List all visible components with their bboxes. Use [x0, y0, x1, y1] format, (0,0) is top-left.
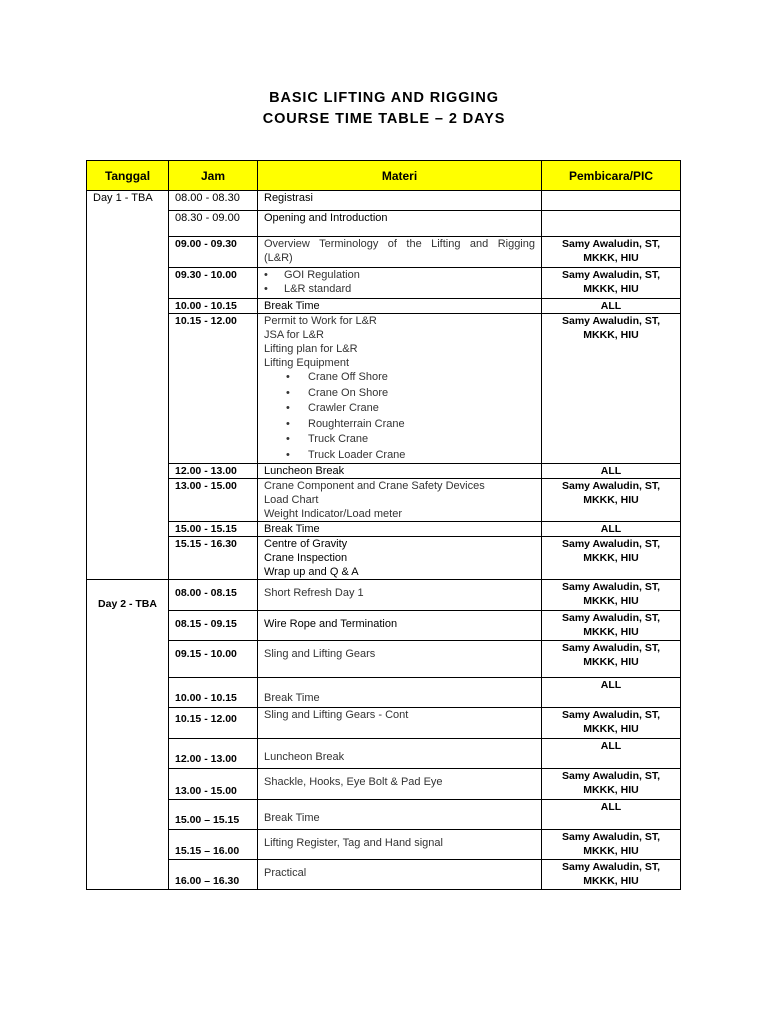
materi-cell: Practical: [258, 860, 542, 890]
table-row: [87, 860, 681, 890]
materi-line: Wrap up and Q & A: [264, 566, 359, 578]
pic-cell: [542, 769, 681, 800]
header-materi: Materi: [258, 161, 542, 191]
jam-cell: 13.00 - 15.00: [169, 479, 258, 522]
jam-cell: 10.15 - 12.00: [169, 314, 258, 464]
timetable: [86, 160, 681, 890]
pic-line: Samy Awaludin, ST,: [561, 581, 661, 593]
jam-cell: 15.00 – 15.15: [169, 800, 258, 830]
pic-cell: [542, 314, 681, 464]
table-row: [87, 479, 681, 522]
jam-cell: 08.00 - 08.30: [169, 191, 258, 211]
bullet-item: • GOI Regulation: [264, 268, 535, 282]
table-row: [87, 191, 681, 211]
header-tanggal: Tanggal: [87, 161, 169, 191]
pic-line: Samy Awaludin, ST,: [561, 315, 661, 327]
day2-date: Day 2 - TBA: [87, 580, 169, 890]
materi-line: Crane Inspection: [264, 552, 348, 564]
pic-line: MKKK, HIU: [583, 875, 639, 887]
table-row: [87, 769, 681, 800]
jam-cell: 13.00 - 15.00: [169, 769, 258, 800]
pic-cell: ALL: [542, 299, 681, 314]
jam-cell: 15.15 – 16.00: [169, 830, 258, 860]
jam-cell: 10.00 - 10.15: [169, 678, 258, 708]
jam-cell: 15.15 - 16.30: [169, 537, 258, 580]
pic-line: MKKK, HIU: [583, 626, 639, 638]
pic-line: Samy Awaludin, ST,: [561, 770, 661, 782]
table-row: [87, 237, 681, 268]
pic-cell: [542, 537, 681, 580]
bullet-item: • L&R standard: [264, 282, 535, 296]
materi-cell: [258, 314, 542, 464]
table-row: [87, 739, 681, 769]
pic-line: Samy Awaludin, ST,: [561, 480, 661, 492]
materi-cell: [258, 464, 542, 479]
materi-line: Luncheon Break: [264, 465, 345, 477]
pic-line: Samy Awaludin, ST,: [561, 642, 661, 654]
materi-cell: Break Time: [258, 678, 542, 708]
pic-cell: ALL: [542, 739, 681, 769]
pic-line: Samy Awaludin, ST,: [561, 612, 661, 624]
table-row: [87, 299, 681, 314]
materi-line: Crane Component and Crane Safety Devices: [264, 480, 485, 492]
table-row: [87, 830, 681, 860]
pic-cell: ALL: [542, 464, 681, 479]
pic-line: Samy Awaludin, ST,: [561, 861, 661, 873]
jam-cell: 09.30 - 10.00: [169, 268, 258, 299]
pic-cell: [542, 211, 681, 237]
materi-line: Overview Terminology of the Lifting and Rigging: [264, 238, 535, 250]
materi-line: Opening and Introduction: [264, 212, 388, 224]
table-row: [87, 678, 681, 708]
materi-cell: [258, 211, 542, 237]
table-row: [87, 580, 681, 611]
materi-cell: [258, 268, 542, 299]
bullet-item: • Truck Loader Crane: [264, 448, 535, 464]
materi-line: Lifting Equipment: [264, 357, 349, 369]
materi-line: (L&R): [264, 252, 293, 264]
materi-cell: [258, 522, 542, 537]
day1-date: Day 1 - TBA: [87, 191, 169, 580]
table-row: [87, 522, 681, 537]
materi-cell: Lifting Register, Tag and Hand signal: [258, 830, 542, 860]
pic-cell: ALL: [542, 800, 681, 830]
materi-cell: Sling and Lifting Gears: [258, 641, 542, 678]
table-row: [87, 641, 681, 678]
pic-cell: [542, 611, 681, 641]
pic-cell: [542, 268, 681, 299]
pic-line: MKKK, HIU: [583, 252, 639, 264]
materi-cell: Wire Rope and Termination: [258, 611, 542, 641]
jam-cell: 10.15 - 12.00: [169, 708, 258, 739]
table-row: [87, 537, 681, 580]
pic-line: MKKK, HIU: [583, 784, 639, 796]
document-subtitle: COURSE TIME TABLE – 2 DAYS: [262, 111, 506, 127]
pic-line: MKKK, HIU: [583, 552, 639, 564]
pic-cell: ALL: [542, 522, 681, 537]
bullet-item: • Crawler Crane: [264, 401, 535, 417]
pic-cell: [542, 479, 681, 522]
pic-line: MKKK, HIU: [583, 494, 639, 506]
materi-cell: Short Refresh Day 1: [258, 580, 542, 611]
pic-cell: [542, 860, 681, 890]
pic-line: Samy Awaludin, ST,: [561, 709, 661, 721]
pic-line: MKKK, HIU: [583, 283, 639, 295]
materi-cell: Break Time: [258, 800, 542, 830]
table-row: [87, 268, 681, 299]
materi-cell: Sling and Lifting Gears - Cont: [258, 708, 542, 739]
header-pic: Pembicara/PIC: [542, 161, 681, 191]
jam-cell: 12.00 - 13.00: [169, 739, 258, 769]
materi-cell: [258, 479, 542, 522]
pic-line: MKKK, HIU: [583, 329, 639, 341]
table-row: [87, 314, 681, 464]
pic-cell: [542, 641, 681, 678]
materi-cell: [258, 191, 542, 211]
jam-cell: 08.30 - 09.00: [169, 211, 258, 237]
materi-line: Lifting plan for L&R: [264, 343, 358, 355]
pic-cell: [542, 830, 681, 860]
materi-line: Load Chart: [264, 494, 319, 506]
pic-line: Samy Awaludin, ST,: [561, 831, 661, 843]
pic-cell: [542, 580, 681, 611]
materi-line: Weight Indicator/Load meter: [264, 508, 402, 520]
materi-cell: [258, 237, 542, 268]
materi-line: JSA for L&R: [264, 329, 324, 341]
materi-line: Registrasi: [264, 192, 313, 204]
materi-cell: Shackle, Hooks, Eye Bolt & Pad Eye: [258, 769, 542, 800]
materi-line: Break Time: [264, 523, 320, 535]
pic-cell: [542, 191, 681, 211]
jam-cell: 09.00 - 09.30: [169, 237, 258, 268]
pic-line: Samy Awaludin, ST,: [561, 269, 661, 281]
materi-line: Centre of Gravity: [264, 538, 348, 550]
bullet-item: • Roughterrain Crane: [264, 417, 535, 433]
pic-cell: ALL: [542, 678, 681, 708]
document-title: BASIC LIFTING AND RIGGING: [269, 90, 499, 106]
table-row: [87, 464, 681, 479]
jam-cell: 12.00 - 13.00: [169, 464, 258, 479]
table-row: [87, 708, 681, 739]
materi-line: Permit to Work for L&R: [264, 315, 377, 327]
pic-line: MKKK, HIU: [583, 845, 639, 857]
jam-cell: 15.00 - 15.15: [169, 522, 258, 537]
header-jam: Jam: [169, 161, 258, 191]
table-row: [87, 611, 681, 641]
pic-line: MKKK, HIU: [583, 723, 639, 735]
pic-cell: [542, 708, 681, 739]
pic-line: Samy Awaludin, ST,: [561, 538, 661, 550]
jam-cell: 08.00 - 08.15: [169, 580, 258, 611]
table-row: [87, 800, 681, 830]
pic-line: MKKK, HIU: [583, 656, 639, 668]
table-row: [87, 211, 681, 237]
bullet-item: • Crane On Shore: [264, 386, 535, 402]
pic-cell: [542, 237, 681, 268]
materi-cell: [258, 537, 542, 580]
materi-cell: Luncheon Break: [258, 739, 542, 769]
pic-line: MKKK, HIU: [583, 595, 639, 607]
jam-cell: 09.15 - 10.00: [169, 641, 258, 678]
header-row: [87, 161, 681, 191]
pic-line: Samy Awaludin, ST,: [561, 238, 661, 250]
jam-cell: 10.00 - 10.15: [169, 299, 258, 314]
bullet-item: • Crane Off Shore: [264, 370, 535, 386]
jam-cell: 16.00 – 16.30: [169, 860, 258, 890]
jam-cell: 08.15 - 09.15: [169, 611, 258, 641]
bullet-item: • Truck Crane: [264, 432, 535, 448]
materi-cell: [258, 299, 542, 314]
materi-line: Break Time: [264, 300, 320, 312]
